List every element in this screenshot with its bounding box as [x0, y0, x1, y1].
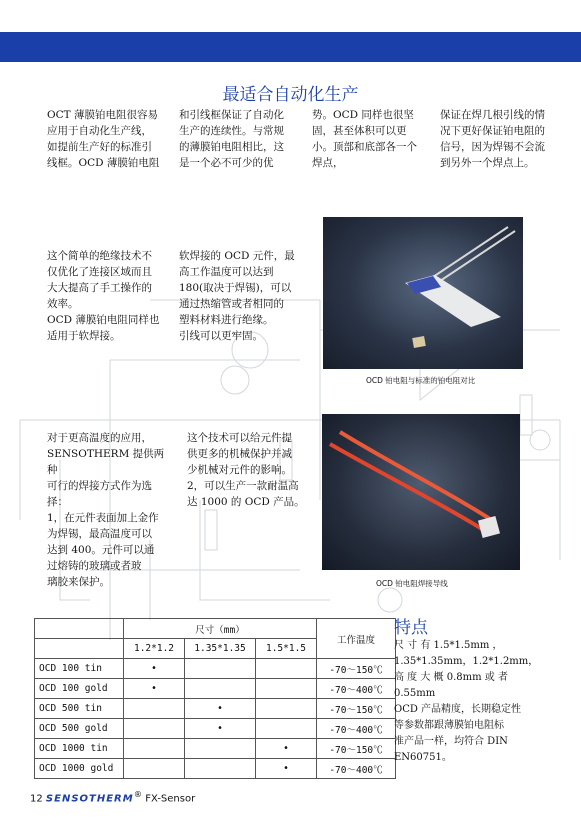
paragraph: 势。OCD 同样也很坚 固，甚至体积可以更 小。顶部和底部各一个 焊点，	[312, 109, 417, 169]
temp-range: -70～400℃	[317, 759, 396, 779]
product-name: OCD 100 tin	[35, 659, 124, 679]
size-mark	[185, 679, 256, 699]
text-column-2	[187, 430, 314, 510]
page-heading: 最适合自动化生产	[222, 85, 359, 105]
features-text: 尺 寸 有 1.5*1.5mm ， 1.35*1.35mm，1.2*1.2mm， 高 度 大 概 0.8mm 或 者 0.55mm OCD 产品精度，长期稳定性 等参数都跟薄膜铂电阻标 准产品一样，均符合 DIN EN60751。	[394, 640, 539, 763]
text-column-1	[47, 430, 174, 590]
size-mark: •	[256, 739, 317, 759]
size-header: 尺寸（mm）	[124, 619, 317, 639]
size-mark: •	[124, 679, 185, 699]
text-column-1	[47, 107, 172, 171]
size-mark: •	[185, 699, 256, 719]
product-name: OCD 1000 gold	[35, 759, 124, 779]
text-column-3	[312, 107, 437, 171]
paragraph: 对于更高温度的应用， SENSOTHERM 提供两种 可行的焊接方式作为选 择： 1，在元件表面加上金作 为焊锡，最高温度可以 达到 400。元件可以通 过熔铸的玻璃或者玻 璃胶来保护。	[47, 432, 165, 588]
table-header-row	[35, 619, 396, 639]
lead-wire-photo	[322, 414, 520, 570]
product-name: OCD 500 gold	[35, 719, 124, 739]
size-mark	[256, 679, 317, 699]
brand-logo: SENSOTHERM	[45, 793, 134, 805]
paragraph: 这个技术可以给元件提 供更多的机械保护并减 少机械对元件的影响。 2，可以生产一款耐温高 达 1000 的 OCD 产品。	[187, 432, 305, 508]
size-mark: •	[124, 659, 185, 679]
table-row	[35, 759, 396, 779]
sensor-illustration	[323, 217, 523, 369]
paragraph: 软焊接的 OCD 元件，最 高工作温度可以达到 180(取决于焊锡)，可以 通过热缩管或者相同的 塑料材料进行绝缘。 引线可以更牢固。	[179, 250, 295, 342]
product-name: OCD 100 gold	[35, 679, 124, 699]
size-column-header: 1.35*1.35	[185, 639, 256, 659]
size-mark	[124, 719, 185, 739]
text-column-2	[179, 107, 304, 171]
paragraph: OCT 薄膜铂电阻很容易 应用于自动化生产线， 如提前生产好的标准引 线框。OCD 薄膜铂电阻	[47, 109, 160, 169]
lead-wire-illustration	[322, 414, 520, 570]
table-row	[35, 659, 396, 679]
table-row	[35, 739, 396, 759]
temp-range: -70～400℃	[317, 679, 396, 699]
page-footer	[30, 789, 195, 804]
size-column-header: 1.2*1.2	[124, 639, 185, 659]
table-row	[35, 719, 396, 739]
size-mark	[185, 759, 256, 779]
sensor-comparison-photo	[323, 217, 523, 369]
size-mark: •	[185, 719, 256, 739]
table-cell	[35, 639, 124, 659]
size-mark	[185, 739, 256, 759]
temp-range: -70～400℃	[317, 719, 396, 739]
size-mark	[124, 699, 185, 719]
size-mark	[185, 659, 256, 679]
paragraph: 和引线框保证了自动化 生产的连续性。与常规 的薄膜铂电阻相比，这 是一个必不可少的优	[179, 109, 284, 169]
text-column-4	[440, 107, 570, 171]
table-row	[35, 679, 396, 699]
page-number: 12	[30, 793, 43, 805]
registered-mark: ®	[133, 789, 143, 799]
product-name: OCD 1000 tin	[35, 739, 124, 759]
table-row	[35, 699, 396, 719]
photo-caption: OCD 铂电阻与标准的铂电阻对比	[366, 376, 476, 385]
paragraph: 这个简单的绝缘技术不 仅优化了连接区域而且 大大提高了手工操作的 效率。 OCD 薄膜铂电阻同样也 适用于软焊接。	[47, 250, 160, 342]
features-title: 特点	[394, 618, 428, 638]
product-line: FX-Sensor	[145, 793, 196, 805]
table-cell	[35, 619, 124, 639]
temp-range: -70～150℃	[317, 659, 396, 679]
spec-table	[34, 618, 396, 779]
photo-caption: OCD 铂电阻焊接导线	[376, 579, 448, 588]
size-mark	[124, 759, 185, 779]
size-mark	[124, 739, 185, 759]
text-column-1	[47, 248, 172, 344]
size-mark	[256, 719, 317, 739]
text-column-2	[179, 248, 304, 344]
size-mark: •	[256, 759, 317, 779]
temp-range: -70～150℃	[317, 739, 396, 759]
size-column-header: 1.5*1.5	[256, 639, 317, 659]
temp-header: 工作温度	[317, 619, 396, 659]
size-mark	[256, 659, 317, 679]
size-mark	[256, 699, 317, 719]
temp-range: -70～150℃	[317, 699, 396, 719]
paragraph: 保证在焊几根引线的情 况下更好保证铂电阻的 信号，因为焊锡不会流 到另外一个焊点上。	[440, 109, 545, 169]
product-name: OCD 500 tin	[35, 699, 124, 719]
